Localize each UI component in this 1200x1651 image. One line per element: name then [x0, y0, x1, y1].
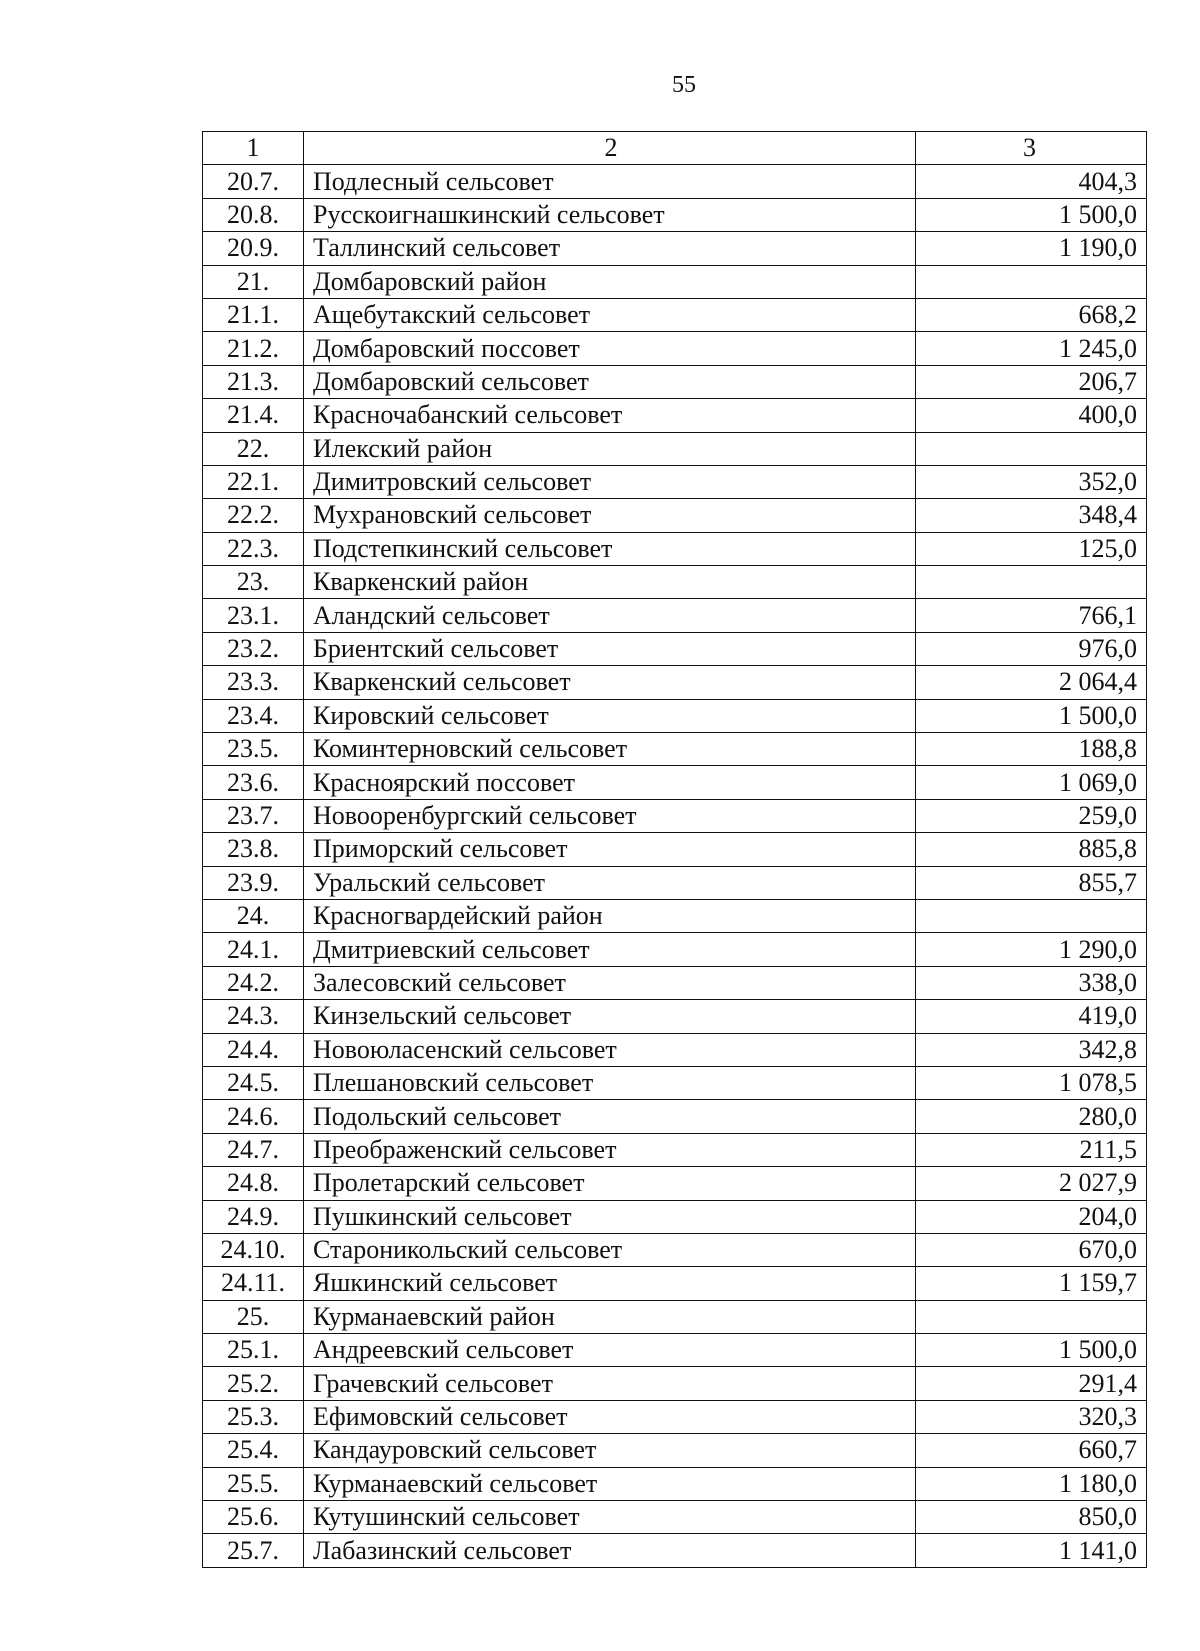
row-name: Подольский сельсовет [304, 1100, 916, 1133]
table-body [203, 132, 1147, 1568]
row-number: 21.1. [203, 298, 304, 331]
row-name: Андреевский сельсовет [304, 1334, 916, 1367]
row-name: Красногвардейский район [304, 899, 916, 932]
table-row [203, 365, 1147, 398]
table-row [203, 933, 1147, 966]
table-row [203, 1167, 1147, 1200]
row-name: Таллинский сельсовет [304, 232, 916, 265]
row-value: 1 290,0 [916, 933, 1147, 966]
row-name: Домбаровский поссовет [304, 332, 916, 365]
row-name: Преображенский сельсовет [304, 1133, 916, 1166]
row-name: Домбаровский сельсовет [304, 365, 916, 398]
row-number: 22.1. [203, 465, 304, 498]
table-header-row [203, 132, 1147, 165]
row-value: 1 500,0 [916, 1334, 1147, 1367]
row-name: Грачевский сельсовет [304, 1367, 916, 1400]
data-table [202, 131, 1147, 1568]
row-value: 204,0 [916, 1200, 1147, 1233]
row-name: Красноярский поссовет [304, 766, 916, 799]
row-number: 23.7. [203, 799, 304, 832]
row-name: Яшкинский сельсовет [304, 1267, 916, 1300]
row-value: 1 141,0 [916, 1534, 1147, 1567]
row-name: Димитровский сельсовет [304, 465, 916, 498]
row-number: 21. [203, 265, 304, 298]
row-value: 1 078,5 [916, 1066, 1147, 1099]
row-number: 24.5. [203, 1066, 304, 1099]
row-value: 976,0 [916, 632, 1147, 665]
row-value: 2 064,4 [916, 666, 1147, 699]
table-row [203, 766, 1147, 799]
row-number: 22. [203, 432, 304, 465]
row-value: 352,0 [916, 465, 1147, 498]
table-row [203, 198, 1147, 231]
row-number: 22.2. [203, 499, 304, 532]
row-name: Подлесный сельсовет [304, 165, 916, 198]
table-row [203, 666, 1147, 699]
row-value: 188,8 [916, 733, 1147, 766]
row-value: 259,0 [916, 799, 1147, 832]
table-row [203, 733, 1147, 766]
row-number: 23.2. [203, 632, 304, 665]
table-row [203, 1434, 1147, 1467]
table-row [203, 1000, 1147, 1033]
row-name: Мухрановский сельсовет [304, 499, 916, 532]
row-number: 25.5. [203, 1467, 304, 1500]
table-row [203, 499, 1147, 532]
table-row [203, 1267, 1147, 1300]
table-row [203, 866, 1147, 899]
table-row [203, 165, 1147, 198]
row-name: Коминтерновский сельсовет [304, 733, 916, 766]
table-row [203, 1233, 1147, 1266]
row-name: Кваркенский сельсовет [304, 666, 916, 699]
row-value: 125,0 [916, 532, 1147, 565]
row-value: 404,3 [916, 165, 1147, 198]
row-value: 338,0 [916, 966, 1147, 999]
table-row [203, 966, 1147, 999]
row-value: 342,8 [916, 1033, 1147, 1066]
row-number: 25.1. [203, 1334, 304, 1367]
row-number: 23. [203, 566, 304, 599]
table-row [203, 1501, 1147, 1534]
row-number: 24.2. [203, 966, 304, 999]
table-row [203, 1066, 1147, 1099]
table-row [203, 1367, 1147, 1400]
table-row [203, 833, 1147, 866]
row-value: 660,7 [916, 1434, 1147, 1467]
row-number: 24.7. [203, 1133, 304, 1166]
row-name: Кинзельский сельсовет [304, 1000, 916, 1033]
row-name: Кутушинский сельсовет [304, 1501, 916, 1534]
row-value: 419,0 [916, 1000, 1147, 1033]
row-value: 885,8 [916, 833, 1147, 866]
table-row [203, 1033, 1147, 1066]
row-name: Курманаевский сельсовет [304, 1467, 916, 1500]
row-number: 23.8. [203, 833, 304, 866]
row-value: 348,4 [916, 499, 1147, 532]
row-number: 22.3. [203, 532, 304, 565]
table-row [203, 599, 1147, 632]
row-name: Приморский сельсовет [304, 833, 916, 866]
row-name: Илекский район [304, 432, 916, 465]
row-number: 20.8. [203, 198, 304, 231]
table-row [203, 1133, 1147, 1166]
row-number: 21.2. [203, 332, 304, 365]
row-value: 320,3 [916, 1400, 1147, 1433]
row-name: Ащебутакский сельсовет [304, 298, 916, 331]
row-value [916, 566, 1147, 599]
row-value: 1 500,0 [916, 198, 1147, 231]
column-header-2: 2 [304, 132, 916, 165]
row-value: 1 069,0 [916, 766, 1147, 799]
row-number: 24.9. [203, 1200, 304, 1233]
table-row [203, 1534, 1147, 1567]
row-name: Кировский сельсовет [304, 699, 916, 732]
row-number: 25.4. [203, 1434, 304, 1467]
row-value [916, 265, 1147, 298]
row-number: 23.5. [203, 733, 304, 766]
row-name: Красночабанский сельсовет [304, 399, 916, 432]
table-row [203, 1334, 1147, 1367]
row-number: 25.3. [203, 1400, 304, 1433]
table-row [203, 799, 1147, 832]
row-number: 23.6. [203, 766, 304, 799]
row-name: Пушкинский сельсовет [304, 1200, 916, 1233]
row-value: 280,0 [916, 1100, 1147, 1133]
row-number: 24.3. [203, 1000, 304, 1033]
row-number: 23.4. [203, 699, 304, 732]
row-number: 24.11. [203, 1267, 304, 1300]
table-row [203, 1300, 1147, 1333]
table-row [203, 432, 1147, 465]
row-name: Дмитриевский сельсовет [304, 933, 916, 966]
row-number: 20.7. [203, 165, 304, 198]
table-row [203, 1100, 1147, 1133]
row-name: Новооренбургский сельсовет [304, 799, 916, 832]
row-number: 24.1. [203, 933, 304, 966]
row-value: 668,2 [916, 298, 1147, 331]
row-number: 21.4. [203, 399, 304, 432]
row-number: 23.9. [203, 866, 304, 899]
row-value: 211,5 [916, 1133, 1147, 1166]
row-value: 1 190,0 [916, 232, 1147, 265]
table-row [203, 399, 1147, 432]
row-number: 23.3. [203, 666, 304, 699]
row-value [916, 432, 1147, 465]
table-row [203, 1200, 1147, 1233]
row-name: Староникольский сельсовет [304, 1233, 916, 1266]
table-row [203, 532, 1147, 565]
row-name: Русскоигнашкинский сельсовет [304, 198, 916, 231]
table-row [203, 632, 1147, 665]
column-header-1: 1 [203, 132, 304, 165]
row-number: 24. [203, 899, 304, 932]
row-number: 25. [203, 1300, 304, 1333]
row-name: Лабазинский сельсовет [304, 1534, 916, 1567]
row-value: 1 159,7 [916, 1267, 1147, 1300]
row-number: 25.7. [203, 1534, 304, 1567]
table-row [203, 699, 1147, 732]
row-value: 855,7 [916, 866, 1147, 899]
row-value: 1 245,0 [916, 332, 1147, 365]
table-row [203, 465, 1147, 498]
row-name: Уральский сельсовет [304, 866, 916, 899]
row-value: 206,7 [916, 365, 1147, 398]
row-name: Подстепкинский сельсовет [304, 532, 916, 565]
table-row [203, 1400, 1147, 1433]
row-number: 23.1. [203, 599, 304, 632]
row-name: Кваркенский район [304, 566, 916, 599]
row-name: Домбаровский район [304, 265, 916, 298]
row-value: 400,0 [916, 399, 1147, 432]
table-row [203, 265, 1147, 298]
table-row [203, 899, 1147, 932]
row-number: 25.6. [203, 1501, 304, 1534]
row-value: 850,0 [916, 1501, 1147, 1534]
row-name: Новоюласенский сельсовет [304, 1033, 916, 1066]
column-header-3: 3 [916, 132, 1147, 165]
row-value: 2 027,9 [916, 1167, 1147, 1200]
row-name: Пролетарский сельсовет [304, 1167, 916, 1200]
row-number: 25.2. [203, 1367, 304, 1400]
row-name: Аландский сельсовет [304, 599, 916, 632]
row-name: Кандауровский сельсовет [304, 1434, 916, 1467]
table-row [203, 332, 1147, 365]
row-name: Залесовский сельсовет [304, 966, 916, 999]
table-row [203, 298, 1147, 331]
row-number: 24.8. [203, 1167, 304, 1200]
row-value: 766,1 [916, 599, 1147, 632]
table-row [203, 1467, 1147, 1500]
row-number: 20.9. [203, 232, 304, 265]
row-number: 24.10. [203, 1233, 304, 1266]
row-number: 24.4. [203, 1033, 304, 1066]
row-value: 1 500,0 [916, 699, 1147, 732]
row-name: Ефимовский сельсовет [304, 1400, 916, 1433]
page-number: 55 [672, 72, 696, 98]
row-number: 21.3. [203, 365, 304, 398]
row-value: 291,4 [916, 1367, 1147, 1400]
row-value [916, 899, 1147, 932]
row-value: 670,0 [916, 1233, 1147, 1266]
table-row [203, 232, 1147, 265]
row-name: Плешановский сельсовет [304, 1066, 916, 1099]
row-name: Бриентский сельсовет [304, 632, 916, 665]
row-value [916, 1300, 1147, 1333]
row-name: Курманаевский район [304, 1300, 916, 1333]
row-value: 1 180,0 [916, 1467, 1147, 1500]
row-number: 24.6. [203, 1100, 304, 1133]
table-row [203, 566, 1147, 599]
